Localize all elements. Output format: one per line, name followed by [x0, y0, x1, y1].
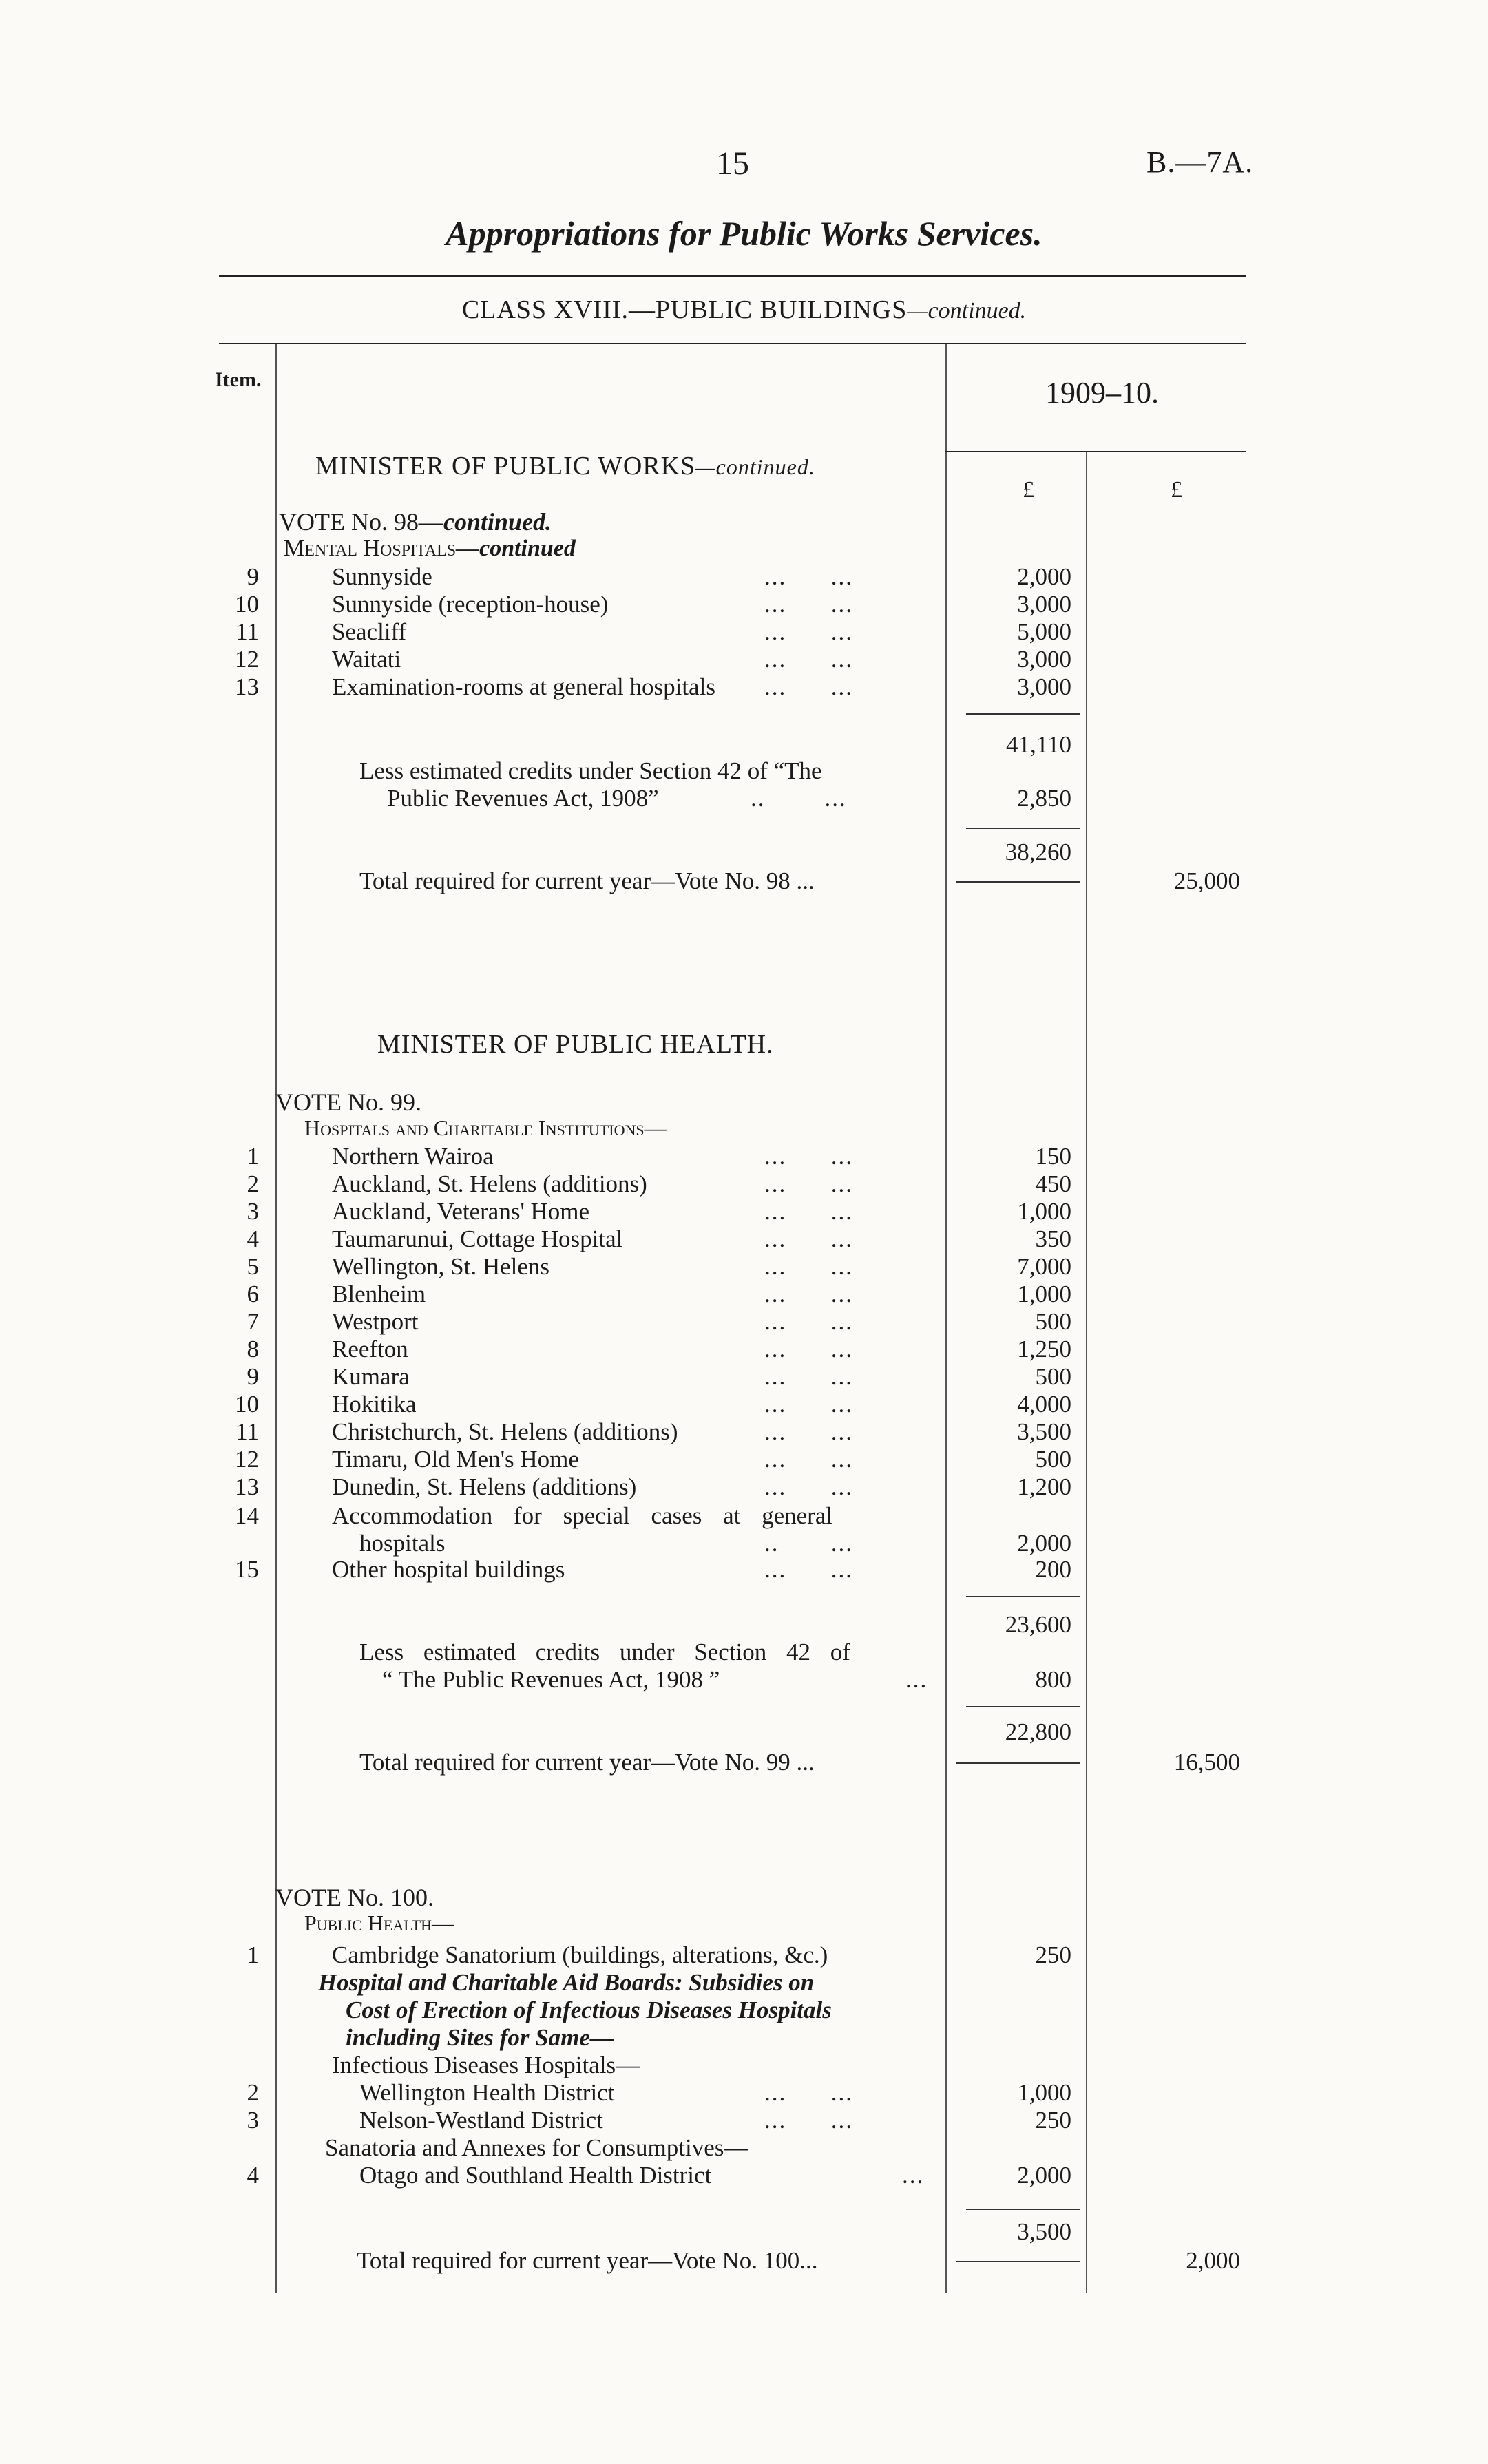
item-row: 12 Waitati ... ... 3,000 — [235, 646, 1071, 673]
item-row: 9 Sunnyside ... ... 2,000 — [247, 563, 1071, 590]
item-label: Waitati — [332, 646, 401, 673]
item-row: 12 Timaru, Old Men's Home ... ... 500 — [235, 1446, 1071, 1473]
item-amount: 3,500 — [1017, 1418, 1071, 1445]
vote-98-subtotal-row: 41,110 — [1006, 731, 1071, 758]
item-label: Sunnyside — [332, 563, 432, 590]
vote-98-less-row-1: Less estimated credits under Section 42 of “The — [359, 757, 822, 784]
item-number: 13 — [235, 673, 259, 700]
item-row: 11 Seacliff ... ... 5,000 — [235, 618, 1071, 645]
item-row: hospitals .. ... 2,000 — [359, 1530, 1071, 1557]
currency-header-1: £ — [1023, 477, 1034, 503]
item-amount: 3,000 — [1017, 646, 1071, 673]
class-rule — [219, 343, 1246, 344]
item-label: Timaru, Old Men's Home — [332, 1446, 579, 1473]
item-amount: 1,000 — [1017, 1198, 1071, 1225]
item-row: 1 Northern Wairoa ... ... 150 — [247, 1143, 1071, 1170]
item-row: 1 Cambridge Sanatorium (buildings, alterations, &c.) 250 — [247, 1941, 1071, 1968]
item-row: 10 Hokitika ... ... 4,000 — [235, 1391, 1071, 1418]
item-amount: 4,000 — [1017, 1391, 1071, 1418]
item-row: 7 Westport ... ... 500 — [247, 1308, 1071, 1335]
item-row: 3 Nelson-Westland District ... ... 250 — [247, 2107, 1071, 2134]
item-row: 3 Auckland, Veterans' Home ... ... 1,000 — [247, 1198, 1071, 1225]
item-number: 11 — [235, 618, 259, 645]
item-number: 5 — [247, 1253, 259, 1280]
item-amount: 5,000 — [1017, 618, 1071, 645]
item-number: 4 — [247, 1225, 259, 1252]
item-number: 9 — [247, 563, 259, 590]
vote-99-less-row-2: “ The Public Revenues Act, 1908 ” ... 800 — [382, 1666, 1071, 1693]
subtotal-rule — [966, 2209, 1080, 2210]
item-label: Examination-rooms at general hospitals — [332, 673, 715, 700]
item-row: 8 Reefton ... ... 1,250 — [247, 1336, 1071, 1362]
item-row: 13 Examination-rooms at general hospitals ... ... 3,000 — [235, 673, 1071, 700]
item-amount: 1,200 — [1017, 1473, 1071, 1500]
class-heading: CLASS XVIII.—PUBLIC BUILDINGS—continued. — [461, 295, 1027, 324]
vote-99-subtotal-row: 23,600 — [1005, 1611, 1071, 1638]
net-rule — [966, 828, 1080, 829]
page-number: 15 — [716, 145, 749, 182]
document-reference: B.—7A. — [1146, 145, 1254, 179]
vote-98-less-row-2: Public Revenues Act, 1908” .. ... 2,850 — [387, 785, 1071, 812]
item-number: 11 — [235, 1418, 259, 1445]
item-number: 6 — [247, 1281, 259, 1307]
item-number: 7 — [247, 1308, 259, 1335]
sanatoria-heading: Sanatoria and Annexes for Consumptives— — [325, 2134, 748, 2161]
item-label: Hokitika — [332, 1391, 417, 1418]
public-health-heading: Public Health— — [304, 1910, 454, 1935]
item-label: Northern Wairoa — [332, 1143, 494, 1170]
item-row: 9 Kumara ... ... 500 — [247, 1363, 1071, 1390]
item-amount: 500 — [1035, 1446, 1071, 1473]
section-heading-public-health: MINISTER OF PUBLIC HEALTH. — [377, 1030, 774, 1059]
vote-98-net-row: 38,260 — [1005, 839, 1071, 865]
item-label: Auckland, St. Helens (additions) — [332, 1170, 647, 1197]
item-amount: 350 — [1035, 1225, 1071, 1252]
vote-98-total-row: Total required for current year—Vote No. 98 ... 25,000 — [359, 867, 1240, 894]
item-row: 10 Sunnyside (reception-house) ... ... 3,000 — [235, 591, 1071, 618]
title-rule — [219, 275, 1246, 277]
item-label: Reefton — [332, 1336, 408, 1362]
item-amount: 1,250 — [1017, 1336, 1071, 1362]
item-number: 10 — [235, 1391, 259, 1418]
total-rule — [956, 881, 1080, 883]
item-label: Blenheim — [332, 1281, 426, 1307]
item-label: Auckland, Veterans' Home — [332, 1198, 590, 1225]
vote-99-net-row: 22,800 — [1005, 1718, 1071, 1745]
item-amount: 3,000 — [1017, 591, 1071, 618]
vote-100-subtotal-row: 3,500 — [1017, 2218, 1071, 2245]
subsidies-heading-3: including Sites for Same— — [346, 2024, 614, 2051]
item-row: 6 Blenheim ... ... 1,000 — [247, 1281, 1071, 1307]
item-row: 2 Wellington Health District ... ... 1,000 — [247, 2079, 1071, 2106]
item-label: Christchurch, St. Helens (additions) — [332, 1418, 678, 1445]
subsidies-heading-1: Hospital and Charitable Aid Boards: Subsidies on — [318, 1969, 815, 1996]
subtotal-rule — [966, 1596, 1080, 1597]
item-amount: 7,000 — [1017, 1253, 1071, 1280]
year-rule — [945, 451, 1246, 452]
item-row: 4 Taumarunui, Cottage Hospital ... ... 350 — [247, 1225, 1071, 1252]
total-rule — [956, 1762, 1080, 1764]
item-number: 1 — [247, 1143, 259, 1170]
item-amount: 2,000 — [1017, 563, 1071, 590]
item-amount: 500 — [1035, 1363, 1071, 1390]
item-label: Taumarunui, Cottage Hospital — [332, 1225, 623, 1252]
item-amount: 500 — [1035, 1308, 1071, 1335]
item-row: 11 Christchurch, St. Helens (additions) ... ... 3,500 — [235, 1418, 1071, 1445]
subtotal-rule — [966, 713, 1080, 715]
item-label: Sunnyside (reception-house) — [332, 591, 609, 618]
item-label: Dunedin, St. Helens (additions) — [332, 1473, 637, 1500]
vote-100-total-row: Total required for current year—Vote No. 100... 2,000 — [357, 2247, 1240, 2274]
item-number: 3 — [247, 1198, 259, 1225]
item-label: Seacliff — [332, 618, 407, 645]
page-title: Appropriations for Public Works Services. — [446, 214, 1042, 253]
item-label: Westport — [332, 1308, 419, 1335]
item-row: 13 Dunedin, St. Helens (additions) ... ... 1,200 — [235, 1473, 1071, 1500]
subsidies-heading-2: Cost of Erection of Infectious Diseases Hospitals — [346, 1997, 832, 2023]
item-number: 12 — [235, 646, 259, 673]
item-row: 4 Otago and Southland Health District ... 2,000 — [247, 2162, 1071, 2189]
year-header: 1909–10. — [1045, 376, 1159, 410]
item-amount: 3,000 — [1017, 673, 1071, 700]
item-amount: 150 — [1035, 1143, 1071, 1170]
item-number: 2 — [247, 1170, 259, 1197]
item-number: 12 — [235, 1446, 259, 1473]
item-number: 8 — [247, 1336, 259, 1362]
net-rule — [966, 1706, 1080, 1707]
item-label: Kumara — [332, 1363, 410, 1390]
total-rule — [956, 2261, 1080, 2262]
item-amount: 1,000 — [1017, 1281, 1071, 1307]
hospitals-heading: Hospitals and Charitable Institutions— — [304, 1115, 667, 1140]
section-heading-public-works: MINISTER OF PUBLIC WORKS—continued. — [315, 452, 815, 481]
vote-98-heading: VOTE No. 98—continued. — [279, 508, 552, 536]
item-column-header: Item. — [215, 368, 262, 391]
item-number: 10 — [235, 591, 259, 618]
vote-99-total-row: Total required for current year—Vote No. 99 ... 16,500 — [359, 1749, 1240, 1776]
infectious-diseases-heading: Infectious Diseases Hospitals— — [332, 2052, 640, 2078]
currency-header-2: £ — [1171, 477, 1182, 503]
item-row: 14 Accommodation for special cases at general — [235, 1502, 833, 1529]
vote-99-heading: VOTE No. 99. — [275, 1088, 421, 1116]
item-number: 13 — [235, 1473, 259, 1500]
item-row: 15 Other hospital buildings ... ... 200 — [235, 1556, 1071, 1583]
mental-hospitals-heading: Mental Hospitals—continued — [284, 536, 576, 561]
item-label: Wellington, St. Helens — [332, 1253, 550, 1280]
item-number: 9 — [247, 1363, 259, 1390]
vote-99-less-row-1: Less estimated credits under Section 42 of — [359, 1639, 850, 1665]
vote-100-heading: VOTE No. 100. — [275, 1884, 434, 1911]
item-row: 5 Wellington, St. Helens ... ... 7,000 — [247, 1253, 1071, 1280]
item-amount: 450 — [1035, 1170, 1071, 1197]
item-row: 2 Auckland, St. Helens (additions) ... ... 450 — [247, 1170, 1071, 1197]
